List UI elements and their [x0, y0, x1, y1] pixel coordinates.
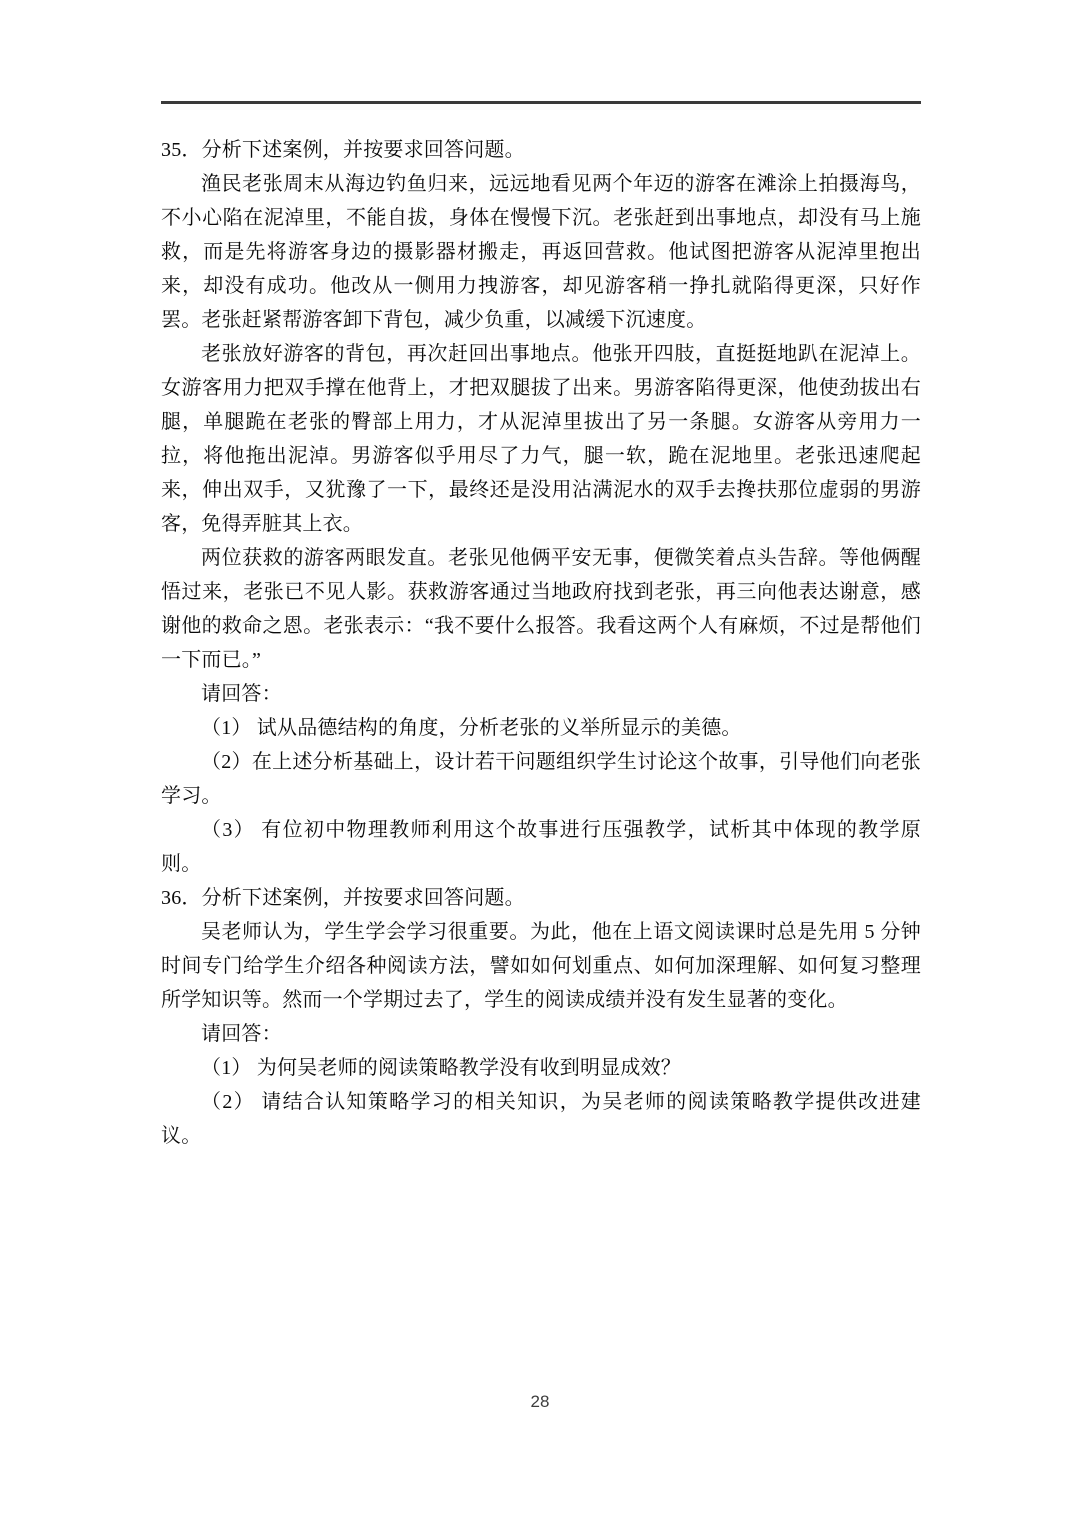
question-35-number: 35．: [161, 139, 202, 161]
question-35-sub-question-2: （2）在上述分析基础上，设计若干问题组织学生讨论这个故事，引导他们向老张学习。: [161, 751, 921, 807]
question-36-case-paragraph-1: 吴老师认为，学生学会学习很重要。为此，他在上语文阅读课时总是先用 5 分钟时间专门给学生介绍各种阅读方法，譬如如何划重点、如何加深理解、如何复习整理所学知识等。然而一个学期过去了，学生的阅读成绩并没有发生显著的变化。: [161, 921, 921, 1011]
header-rule: [161, 101, 921, 104]
question-35-sub-question-1: （1） 试从品德结构的角度，分析老张的义举所显示的美德。: [201, 717, 742, 739]
question-36-stem: 分析下述案例，并按要求回答问题。: [201, 887, 525, 909]
question-35-header: [161, 133, 921, 167]
question-35-case-paragraph-1: 渔民老张周末从海边钓鱼归来，远远地看见两个年迈的游客在滩涂上拍摄海鸟，不小心陷在泥淖里，不能自拔，身体在慢慢下沉。老张赶到出事地点，却没有马上施救，而是先将游客身边的摄影器材搬走，再返回营救。他试图把游客从泥淖里抱出来，却没有成功。他改从一侧用力拽游客，却见游客稍一挣扎就陷得更深，只好作罢。老张赶紧帮游客卸下背包，减少负重，以减缓下沉速度。: [161, 173, 921, 331]
question-36: [161, 881, 921, 1153]
question-35-case-paragraph-2: 老张放好游客的背包，再次赶回出事地点。他张开四肢，直挺挺地趴在泥淖上。女游客用力把双手撑在他背上，才把双腿拔了出来。男游客陷得更深，他使劲拔出右腿，单腿跪在老张的臀部上用力，才从泥淖里拔出了另一条腿。女游客从旁用力一拉，将他拖出泥淖。男游客似乎用尽了力气，腿一软，跪在泥地里。老张迅速爬起来，伸出双手，又犹豫了一下，最终还是没用沾满泥水的双手去搀扶那位虚弱的男游客，免得弄脏其上衣。: [161, 343, 921, 535]
page-content: [161, 133, 921, 1153]
question-35-case-paragraph-3: 两位获救的游客两眼发直。老张见他俩平安无事，便微笑着点头告辞。等他俩醒悟过来，老张已不见人影。获救游客通过当地政府找到老张，再三向他表达谢意，感谢他的救命之恩。老张表示：“我不要什么报答。我看这两个人有麻烦，不过是帮他们一下而已。”: [161, 547, 921, 671]
question-35-stem: 分析下述案例，并按要求回答问题。: [201, 139, 525, 161]
question-36-sub-question-1: （1） 为何吴老师的阅读策略教学没有收到明显成效？: [201, 1057, 681, 1079]
question-35-answer-prompt: 请回答：: [201, 683, 282, 705]
page-number: 28: [530, 1392, 550, 1411]
question-35: [161, 133, 921, 881]
question-36-number: 36．: [161, 887, 202, 909]
question-36-answer-prompt: 请回答：: [201, 1023, 282, 1045]
question-36-sub-question-2: （2） 请结合认知策略学习的相关知识，为吴老师的阅读策略教学提供改进建议。: [161, 1091, 921, 1147]
question-35-sub-question-3: （3） 有位初中物理教师利用这个故事进行压强教学，试析其中体现的教学原则。: [161, 819, 921, 875]
question-36-header: [161, 881, 921, 915]
